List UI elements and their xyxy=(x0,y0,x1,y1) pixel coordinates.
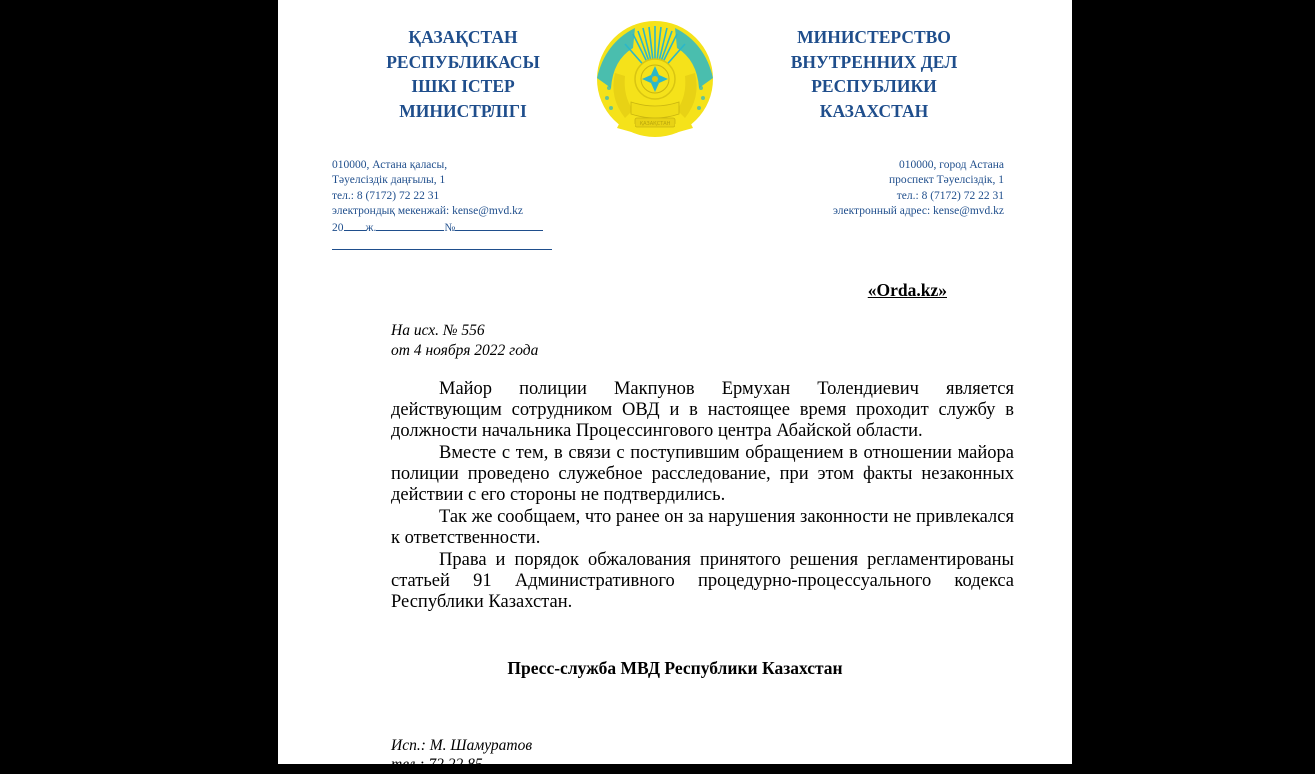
address-kz-phone: тел.: 8 (7172) 72 22 31 xyxy=(332,189,440,202)
recipient: «Orda.kz» xyxy=(867,280,947,300)
reference-date: от 4 ноября 2022 года xyxy=(391,342,539,359)
header-kz-line: ІШКІ ІСТЕР xyxy=(411,76,515,96)
state-emblem-icon xyxy=(595,18,715,140)
executor-phone: тел.: 72 22 85 xyxy=(391,756,483,773)
header-ru-line: ВНУТРЕННИХ ДЕЛ xyxy=(790,51,958,72)
header-ru-line: КАЗАХСТАН xyxy=(819,100,929,121)
year-suffix: ж. xyxy=(365,222,377,235)
number-blank xyxy=(455,219,543,231)
body-paragraph: Так же сообщаем, что ранее он за нарушения законности не привлекался к ответственности. xyxy=(391,507,1014,548)
body-paragraph: Майор полиции Макпунов Ермухан Толендиевич является действующим сотрудником ОВД и в настоящее время проходит службу в должности начальника Процессингового центра Абайской области. xyxy=(391,379,1014,441)
body-paragraph: Права и порядок обжалования принятого решения регламентированы статьей 91 Административного процедурно-процессуального кодекса Республики Казахстан. xyxy=(391,550,1014,612)
day-blank xyxy=(344,219,366,231)
address-kz-street: Тәуелсіздік даңғылы, 1 xyxy=(332,174,446,187)
reference-block xyxy=(391,321,538,361)
address-kz-email: электрондық мекенжай: kense@mvd.kz xyxy=(332,204,524,217)
signature: Пресс-служба МВД Республики Казахстан xyxy=(507,658,843,678)
date-blank xyxy=(376,219,444,231)
executor-block xyxy=(391,736,532,774)
body-paragraph: Вместе с тем, в связи с поступившим обращением в отношении майора полиции проведено служебное расследование, при этом факты незаконных действии с его стороны не подтвердились. xyxy=(391,443,1014,505)
letter-body xyxy=(391,379,1014,614)
header-kazakh xyxy=(358,25,568,123)
number-sign: № xyxy=(444,222,456,235)
address-ru-street: проспект Тәуелсіздік, 1 xyxy=(889,174,1004,187)
address-russian xyxy=(833,158,1004,219)
letter-page xyxy=(278,0,1072,773)
header-ru-line: МИНИСТЕРСТВО xyxy=(797,27,951,47)
reference-number: На исх. № 556 xyxy=(391,322,485,339)
address-kz-city: 010000, Астана қаласы, xyxy=(332,159,448,171)
date-number-blank xyxy=(332,219,543,236)
address-ru-email: электронный адрес: kense@mvd.kz xyxy=(833,204,1004,217)
header-kz-line: РЕСПУБЛИКАСЫ xyxy=(386,51,540,72)
separator-line xyxy=(332,249,552,250)
address-kazakh xyxy=(332,158,543,236)
address-ru-city: 010000, город Астана xyxy=(899,159,1004,171)
executor-name: Исп.: М. Шамуратов xyxy=(391,737,533,754)
emblem-text: ҚАЗАҚСТАН xyxy=(639,121,671,127)
header-kz-line: ҚАЗАҚСТАН xyxy=(408,27,518,47)
header-kz-line: МИНИСТРЛІГІ xyxy=(399,100,527,121)
address-ru-phone: тел.: 8 (7172) 72 22 31 xyxy=(896,189,1004,202)
header-ru-line: РЕСПУБЛИКИ xyxy=(811,76,937,96)
date-prefix: 20 xyxy=(332,222,344,235)
header-russian xyxy=(764,25,984,123)
